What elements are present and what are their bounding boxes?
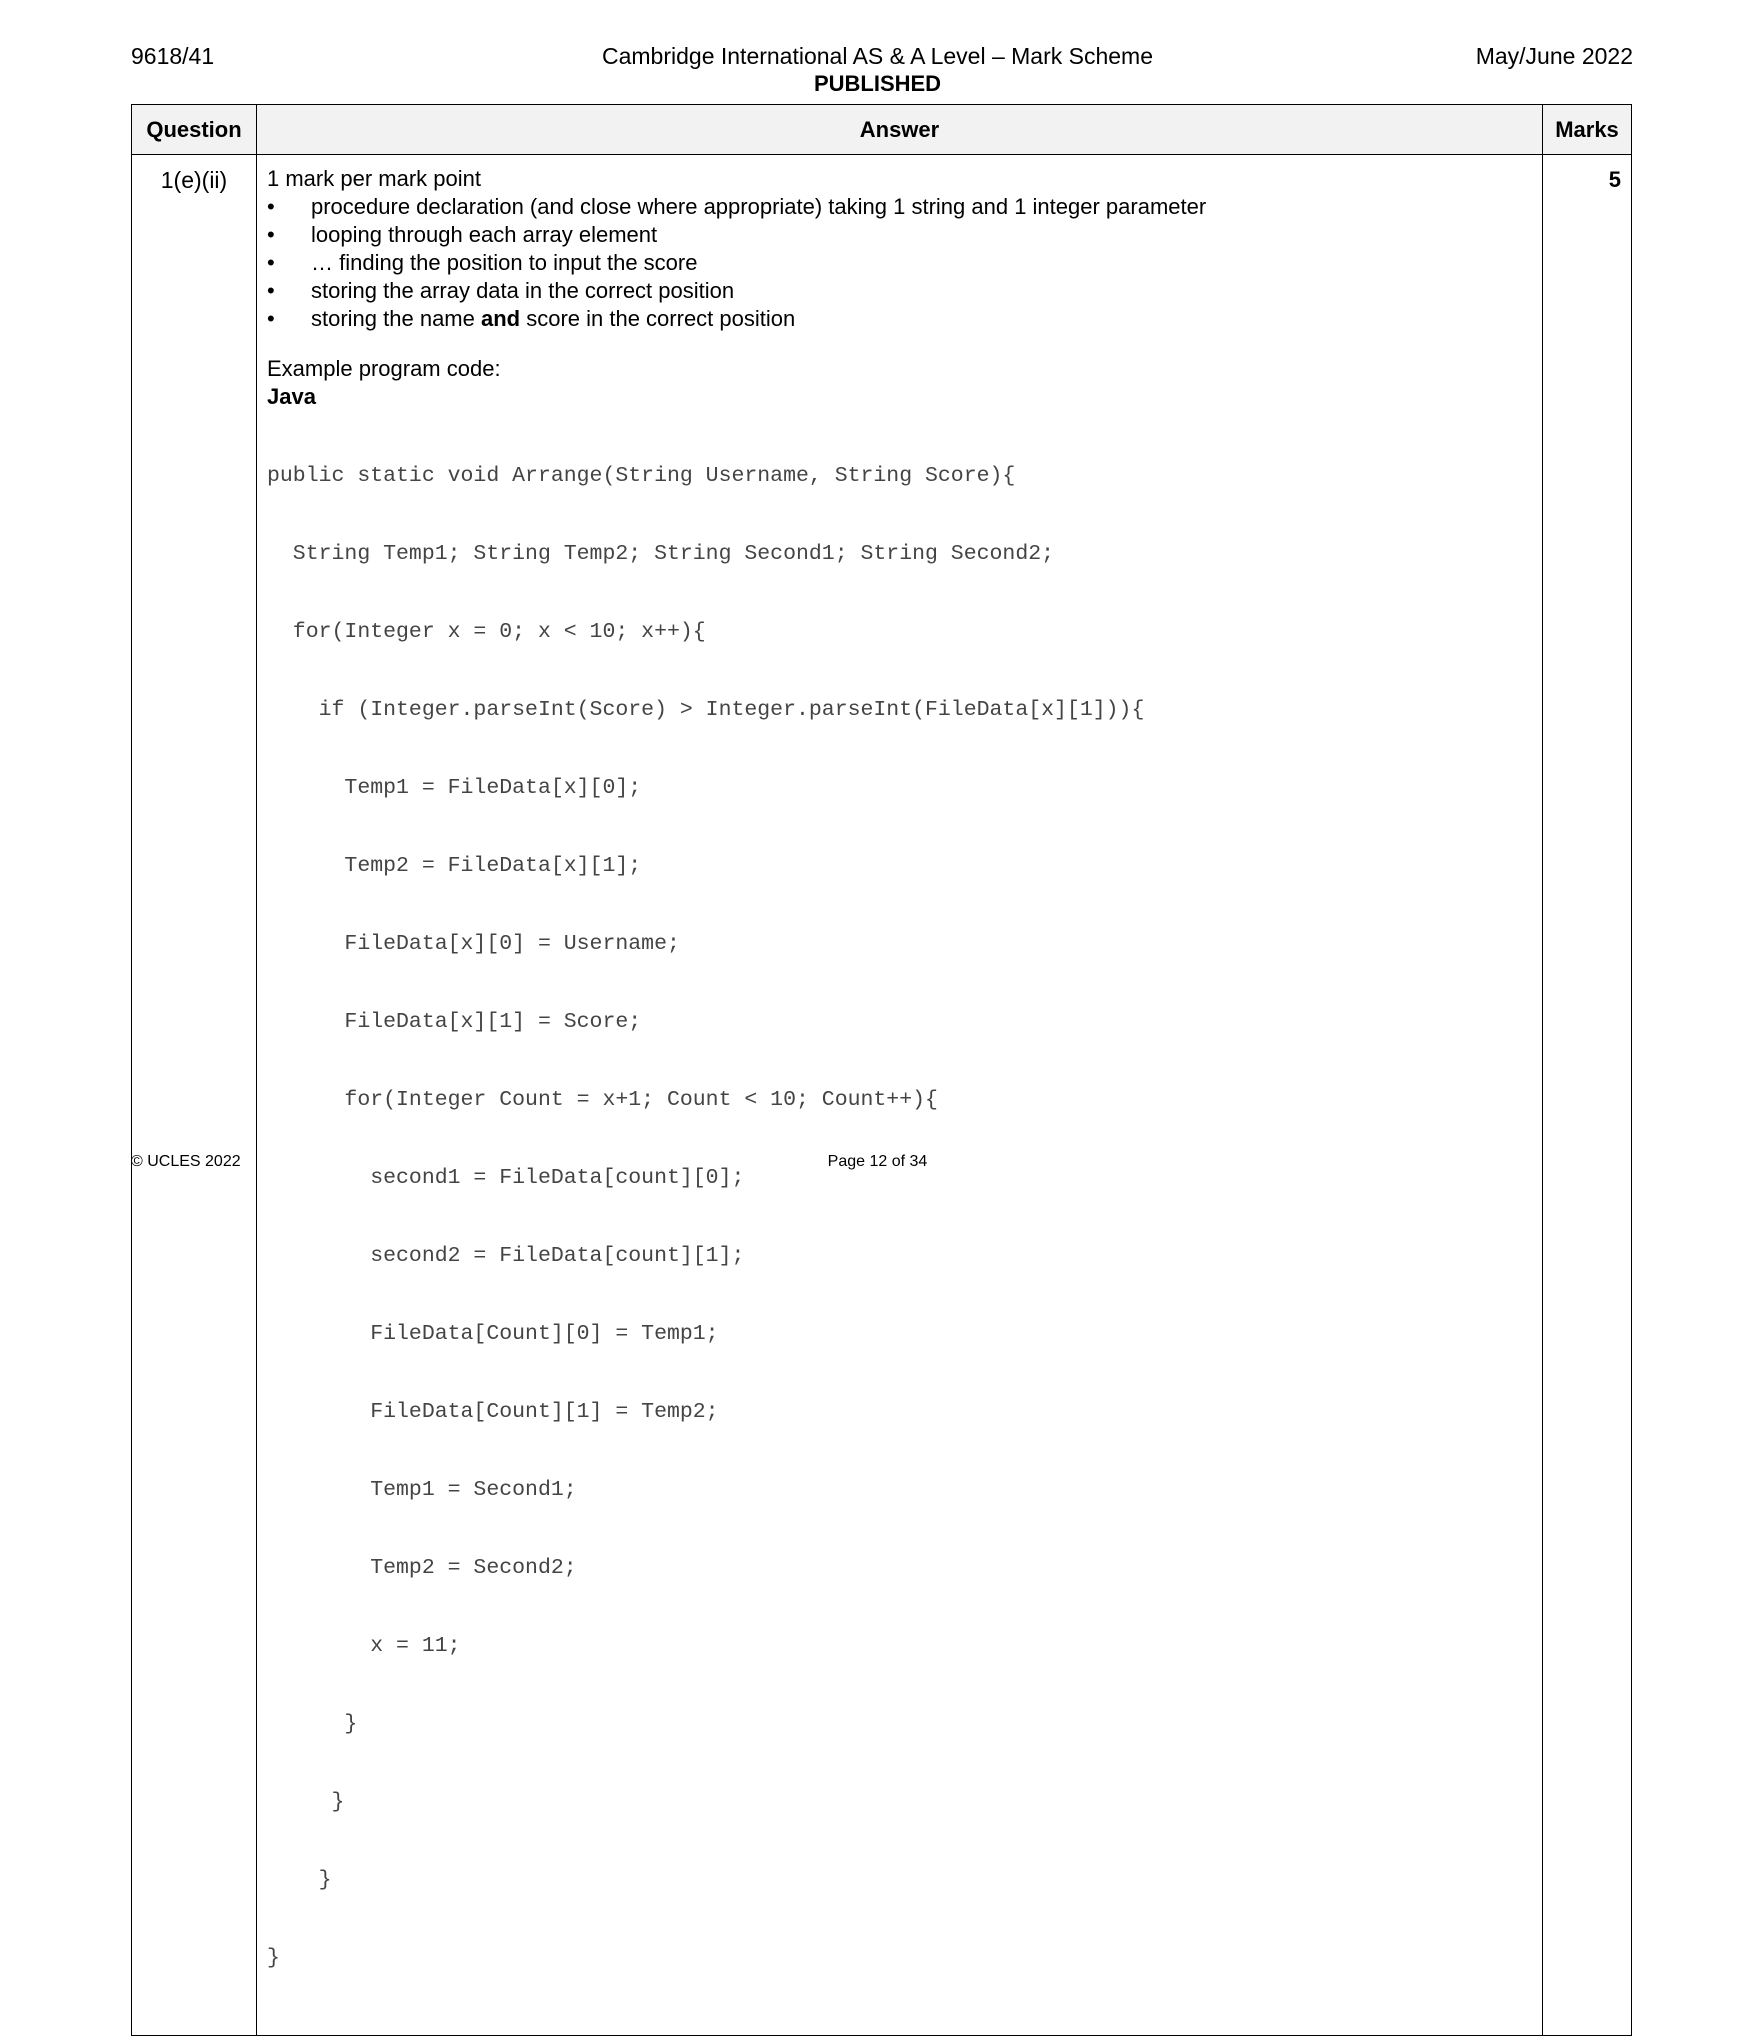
code-line: } [267,1790,345,1814]
bullet-icon: • [267,222,275,247]
code-line: x = 11; [267,1634,461,1658]
code-block [267,411,1532,2023]
code-line: Temp1 = Second1; [267,1478,577,1502]
table-row [132,155,1632,2036]
mark-scheme-table [131,104,1632,2036]
code-line: second1 = FileData[count][0]; [267,1166,745,1190]
example-label: Example program code: [267,356,501,381]
copyright-notice: © UCLES 2022 [131,1153,241,1170]
bullet-icon: • [267,250,275,275]
mark-point: • procedure declaration (and close where appropriate) taking 1 string and 1 integer parameter [267,194,1207,219]
code-line: for(Integer Count = x+1; Count < 10; Count++){ [267,1088,938,1112]
code-line: for(Integer x = 0; x < 10; x++){ [267,620,706,644]
published-label: PUBLISHED [813,71,942,96]
code-line: FileData[Count][1] = Temp2; [267,1400,719,1424]
question-column-header: Question [132,105,257,155]
code-line: public static void Arrange(String Username, String Score){ [267,464,1016,488]
code-language: Java [267,384,316,409]
mark-point: • storing the name and score in the correct position [267,306,796,331]
table-header-row [132,105,1632,155]
page-number: Page 12 of 34 [827,1153,928,1170]
mark-points-list [267,193,1532,333]
code-line: } [267,1712,358,1736]
code-line: Temp2 = Second2; [267,1556,577,1580]
code-line: FileData[x][0] = Username; [267,932,680,956]
mark-point-intro: 1 mark per mark point [267,166,481,191]
mark-point: • looping through each array element [267,222,658,247]
bullet-icon: • [267,278,275,303]
code-line: String Temp1; String Temp2; String Second1; String Second2; [267,542,1055,566]
paper-code: 9618/41 [131,43,215,69]
answer-column-header: Answer [257,105,1543,155]
mark-point: • … finding the position to input the score [267,250,698,275]
emphasis-and: and [480,306,521,331]
exam-session: May/June 2022 [1475,43,1633,69]
code-line: } [267,1946,280,1970]
answer-cell [257,155,1543,2036]
code-line: FileData[x][1] = Score; [267,1010,642,1034]
question-number: 1(e)(ii) [132,155,257,2036]
marks-column-header: Marks [1543,105,1632,155]
code-line: if (Integer.parseInt(Score) > Integer.parseInt(FileData[x][1])){ [267,698,1145,722]
code-line: Temp1 = FileData[x][0]; [267,776,642,800]
code-line: FileData[Count][0] = Temp1; [267,1322,719,1346]
document-title: Cambridge International AS & A Level – Mark Scheme [601,43,1154,69]
mark-point: • storing the array data in the correct position [267,278,735,303]
bullet-icon: • [267,306,275,331]
code-line: second2 = FileData[count][1]; [267,1244,745,1268]
bullet-icon: • [267,194,275,219]
code-line: } [267,1868,332,1892]
marks-value: 5 [1543,155,1632,2036]
code-line: Temp2 = FileData[x][1]; [267,854,642,878]
